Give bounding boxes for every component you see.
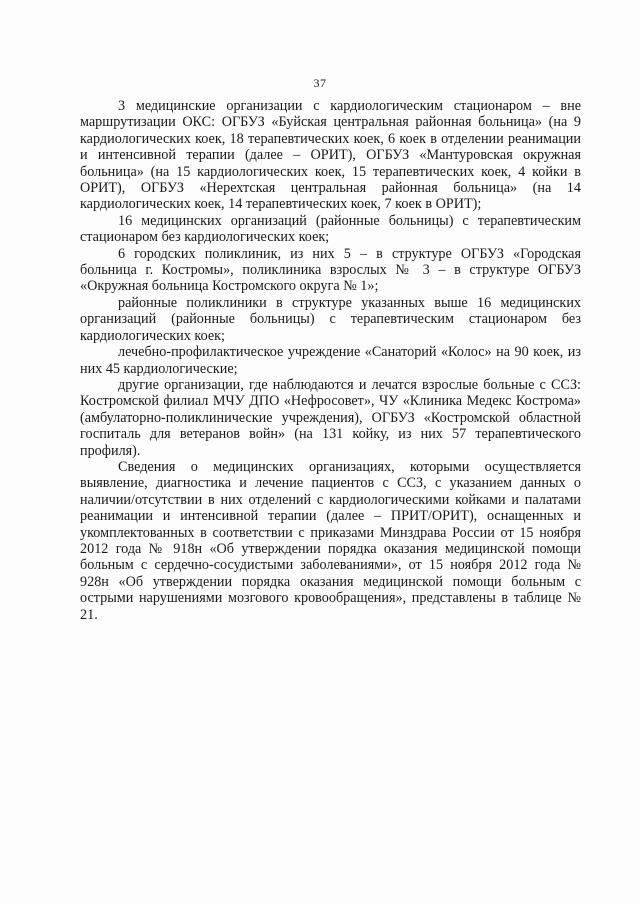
paragraph-district-hospitals: 16 медицинских организаций (районные больницы) с терапевтическим стационаром без кардиологических коек;: [80, 212, 581, 246]
page-number: 37: [313, 76, 327, 90]
paragraph-city-polyclinics: 6 городских поликлиник, из них 5 – в структуре ОГБУЗ «Городская больница г. Костромы», поликлиника взрослых № 3 – в структуре ОГБУЗ «Окружная больница Костромского округа № 1»;: [80, 245, 581, 295]
paragraph-sanatorium: лечебно-профилактическое учреждение «Санаторий «Колос» на 90 коек, из них 45 кардиологические;: [80, 344, 581, 377]
body-text: [80, 98, 581, 623]
paragraph-district-polyclinics: районные поликлиники в структуре указанных выше 16 медицинских организаций (районные больницы) с терапевтическим стационаром без кардиологических коек;: [80, 294, 581, 344]
paragraph-summary: Сведения о медицинских организациях, которыми осуществляется выявление, диагностика и лечение пациентов с ССЗ, с указанием данных о наличии/отсутствии в них отделений с кардиологическими койками и палатами реанимации и интенсивной терапии (далее – ПРИТ/ОРИТ), оснащенных и укомплектованных в соответствии с приказами Минздрава России от 15 ноября 2012 года № 918н «Об утверждении порядка оказания медицинской помощи больным с сердечно-сосудистыми заболеваниями», от 15 ноября 2012 года № 928н «Об утверждении порядка оказания медицинской помощи больным с острыми нарушениями мозгового кровообращения», представлены в таблице № 21.: [80, 458, 581, 623]
paragraph-other-organizations: другие организации, где наблюдаются и лечатся взрослые больные с ССЗ: Костромской филиал МЧУ ДПО «Нефросовет», ЧУ «Клиника Медекс Кострома» (амбулаторно-поликлинические учреждения), ОГБУЗ «Костромской областной госпиталь для ветеранов войн» (на 131 койку, из них 57 терапевтического профиля).: [80, 376, 581, 459]
paragraph-cardiology-hospitals: 3 медицинские организации с кардиологическим стационаром – вне маршрутизации ОКС: ОГБУЗ «Буйская центральная районная больница» (на 9 кардиологических коек, 18 терапевтических коек, 6 коек в отделении реанимации и интенсивной терапии (далее – ОРИТ), ОГБУЗ «Мантуровская окружная больница» (на 15 кардиологических коек, 15 терапевтических коек, 4 койки в ОРИТ), ОГБУЗ «Нерехтская центральная районная больница» (на 14 кардиологических коек, 14 терапевтических коек, 7 коек в ОРИТ);: [80, 98, 581, 213]
